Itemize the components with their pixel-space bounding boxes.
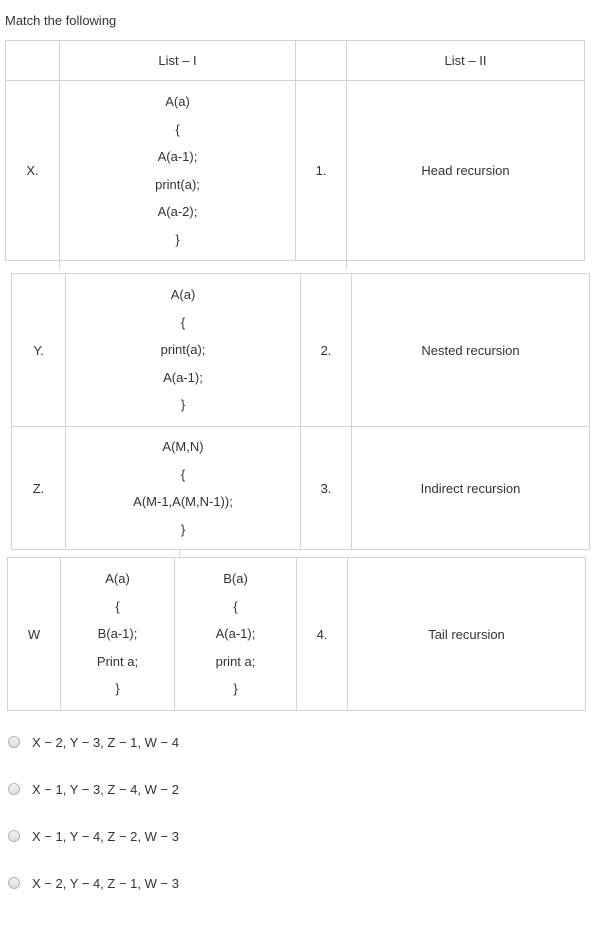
row-label: Z.	[12, 427, 66, 550]
match-table-part-1	[5, 40, 585, 261]
radio-button[interactable]	[8, 830, 20, 842]
row-description: Tail recursion	[348, 558, 586, 711]
answer-option-4[interactable]	[8, 869, 179, 897]
code-line: print(a);	[160, 342, 206, 358]
code-line: }	[233, 681, 238, 697]
divider-tick	[59, 261, 60, 269]
code-cell	[66, 427, 301, 550]
header-empty-cell	[296, 41, 347, 81]
radio-button[interactable]	[8, 736, 20, 748]
code-line: }	[180, 521, 186, 537]
row-description: Nested recursion	[352, 274, 590, 427]
code-cell-a	[61, 558, 175, 711]
table-row-z	[12, 427, 590, 550]
code-line: {	[115, 598, 120, 614]
table-row-w	[8, 558, 586, 711]
row-description: Indirect recursion	[352, 427, 590, 550]
answer-option-3[interactable]	[8, 822, 179, 850]
option-label: X − 1, Y − 4, Z − 2, W − 3	[32, 828, 179, 844]
code-line: print a;	[215, 653, 256, 669]
match-table-part-2	[11, 273, 590, 550]
row-description: Head recursion	[347, 81, 585, 261]
code-cell	[60, 81, 296, 261]
code-line: Print a;	[96, 653, 139, 669]
code-line: A(M,N)	[162, 439, 204, 454]
question-title: Match the following	[5, 13, 117, 28]
code-line: A(a-2);	[157, 204, 198, 219]
row-number: 3.	[301, 427, 352, 550]
divider-tick	[346, 261, 347, 269]
code-line: A(a-1);	[163, 369, 203, 385]
header-list-2: List – II	[347, 41, 585, 81]
divider-tick	[179, 549, 180, 557]
row-number: 2.	[301, 274, 352, 427]
code-line: A(M-1,A(M,N-1));	[133, 494, 233, 509]
row-label: W	[8, 558, 61, 711]
radio-button[interactable]	[8, 877, 20, 889]
answer-options	[8, 728, 179, 916]
code-line: {	[175, 121, 180, 137]
match-table-part-3	[7, 557, 586, 711]
table-row-x	[6, 81, 585, 261]
code-line: B(a-1);	[97, 626, 138, 642]
header-empty-cell	[6, 41, 60, 81]
code-line: }	[175, 231, 180, 247]
code-line: print(a);	[155, 176, 200, 192]
row-label: Y.	[12, 274, 66, 427]
code-line: A(a)	[105, 571, 130, 587]
code-cell-b	[175, 558, 297, 711]
answer-option-1[interactable]	[8, 728, 179, 756]
table-row-y	[12, 274, 590, 427]
code-line: A(a)	[170, 287, 196, 303]
code-line: }	[180, 397, 186, 413]
code-line: B(a)	[223, 571, 248, 587]
code-line: A(a)	[165, 94, 190, 109]
radio-button[interactable]	[8, 783, 20, 795]
code-line: A(a-1);	[215, 626, 256, 642]
code-line: }	[115, 681, 120, 697]
table-header-row	[6, 41, 585, 81]
row-number: 1.	[296, 81, 347, 261]
option-label: X − 2, Y − 4, Z − 1, W − 3	[32, 875, 179, 891]
answer-option-2[interactable]	[8, 775, 179, 803]
code-line: {	[233, 598, 238, 614]
code-line: {	[180, 466, 186, 482]
code-line: A(a-1);	[157, 149, 198, 164]
row-label: X.	[6, 81, 60, 261]
header-list-1: List – I	[60, 41, 296, 81]
code-line: {	[180, 314, 186, 330]
option-label: X − 2, Y − 3, Z − 1, W − 4	[32, 734, 179, 750]
code-cell	[66, 274, 301, 427]
option-label: X − 1, Y − 3, Z − 4, W − 2	[32, 781, 179, 797]
row-number: 4.	[297, 558, 348, 711]
